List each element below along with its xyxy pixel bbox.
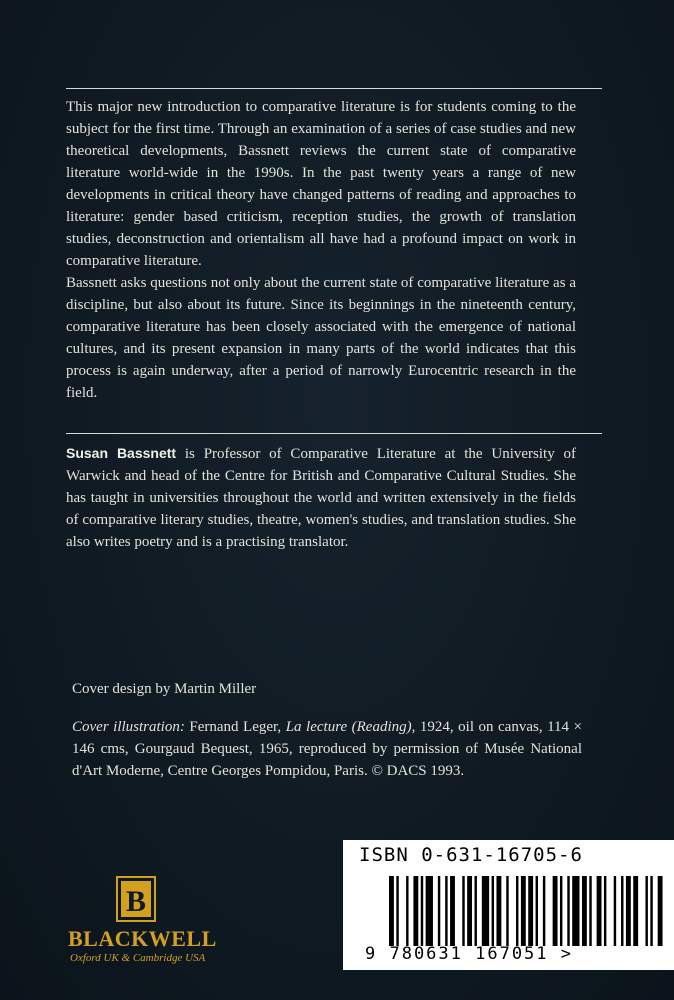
illustration-details: , 1924, oil on canvas, 114 × 146 cms, Gourgaud Bequest, 1965, reproduced by permission of Musée National d'Art Moderne, Centre Georges Pompidou, Paris. © DACS 1993. <box>72 719 582 779</box>
blurb-paragraph-1: This major new introduction to comparative literature is for students coming to the subject for the first time. Through an examination of a series of case studies and new theoretical developments, Bassnett reviews the current state of comparative literature world-wide in the 1990s. In the past twenty years a range of new developments in critical theory have changed patterns of reading and approaches to literature: gender based criticism, reception studies, the growth of translation studies, deconstruction and orientalism all have had a profound impact on work in comparative literature. <box>66 99 576 269</box>
logo-letter: B <box>125 885 147 918</box>
illustration-title: La lecture (Reading) <box>285 719 412 735</box>
publisher-locations: Oxford UK & Cambridge USA <box>70 952 206 964</box>
blurb-paragraph-2: Bassnett asks questions not only about the current state of comparative literature as a discipline, but also about its future. Since its beginnings in the nineteenth century, comparative literature has been closely associated with the emergence of national cultures, and its present expansion in many parts of the world indicates that this process is again underway, after a period of narrowly Eurocentric research in the field. <box>66 275 576 401</box>
illustration-label: Cover illustration: <box>72 719 185 735</box>
middle-rule <box>66 433 602 434</box>
publisher-name: BLACKWELL <box>68 926 217 951</box>
author-bio-text: is Professor of Comparative Literature at the University of Warwick and head of the Centre for British and Comparative Cultural Studies. She has taught in universities throughout the world and written extensively in the fields of comparative literary studies, theatre, women's studies, and translation studies. She also writes poetry and is a practising translator. <box>66 446 576 550</box>
author-name: Susan Bassnett <box>66 445 177 461</box>
cover-illustration-credit <box>72 716 582 782</box>
author-bio <box>66 442 576 553</box>
barcode-icon <box>389 876 665 946</box>
barcode-digits: 9 780631 167051 > <box>365 944 573 964</box>
blackwell-logo-icon <box>116 876 156 922</box>
top-rule <box>66 88 602 89</box>
barcode-panel <box>343 840 674 970</box>
illustration-artist: Fernand Leger, <box>189 719 282 735</box>
cover-design-credit: Cover design by Martin Miller <box>72 681 257 697</box>
isbn-number: ISBN 0-631-16705-6 <box>359 844 583 866</box>
